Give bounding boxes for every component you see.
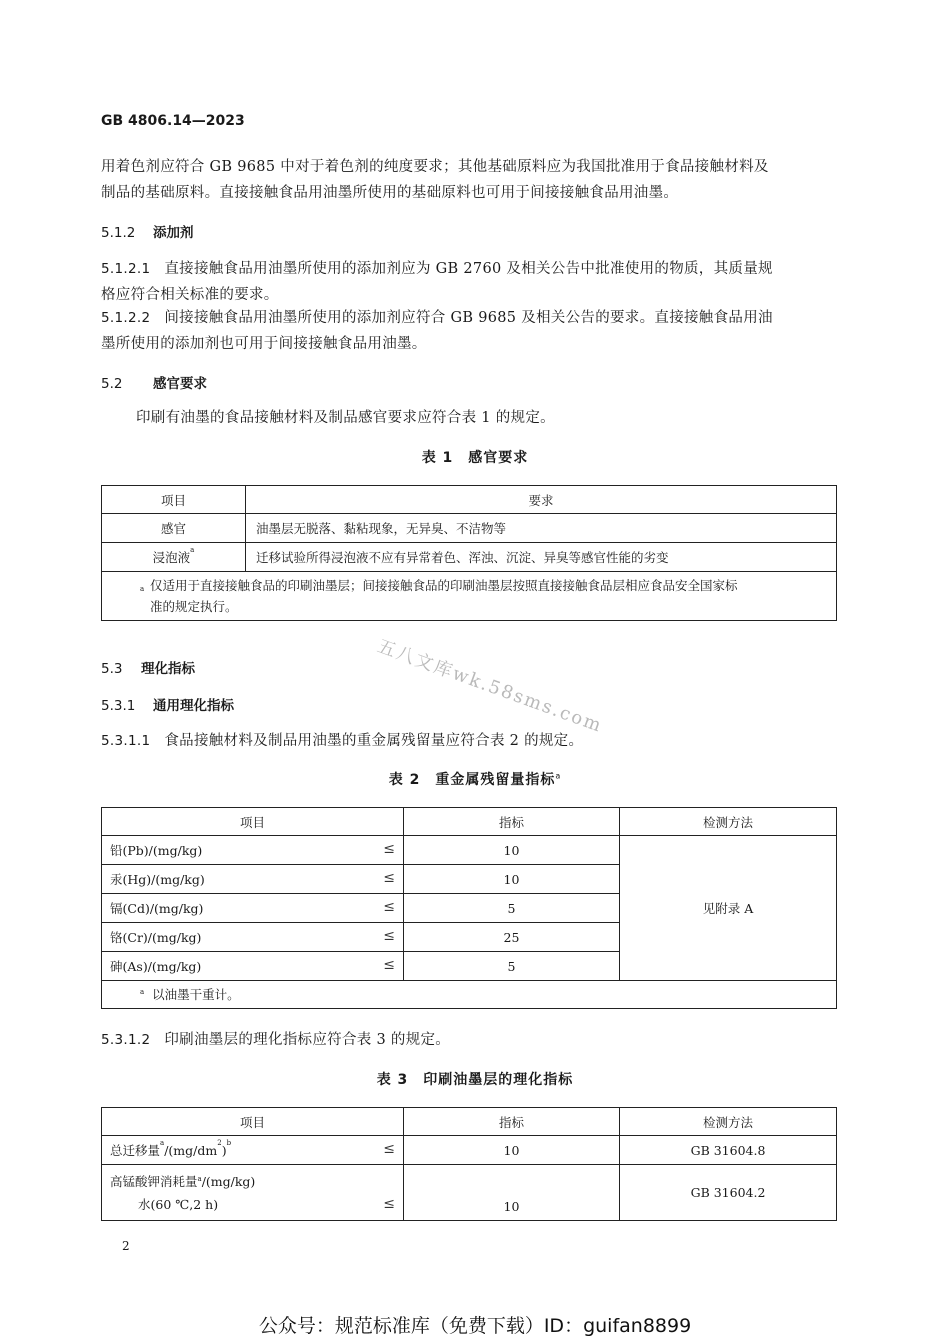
row-method: GB 31604.8 (620, 1136, 837, 1165)
row-method: 见附录 A (620, 836, 837, 981)
row-item: 高锰酸钾消耗量$^a$/(mg/kg) 水(60 ℃,2 h) ≤ (102, 1165, 404, 1221)
section-5-3-1-heading (101, 694, 234, 714)
clause-line-1 (101, 305, 773, 331)
clause-line-1 (101, 256, 773, 282)
table-header-method: 检测方法 (620, 1108, 837, 1136)
clause-number: 5.3.1.1 (101, 733, 151, 749)
table-1-caption: 表 1 感官要求 (421, 450, 529, 466)
table-3 (101, 1107, 837, 1221)
intro-line-1: 用着色剂应符合 GB 9685 中对于着色剂的纯度要求；其他基础原料应为我国批准用于食品接触材料及 (101, 159, 769, 175)
table-row (102, 514, 837, 543)
table-note (102, 572, 837, 621)
clause-text: 食品接触材料及制品用油墨的重金属残留量应符合表 2 的规定。 (164, 733, 584, 749)
note-line-1: 仅适用于直接接触食品的印刷油墨层；间接接触食品的印刷油墨层按照直接接触食品层相应食品安全国家标 (150, 578, 738, 593)
section-5-2-text: 印刷有油墨的食品接触材料及制品感官要求应符合表 1 的规定。 (136, 410, 555, 426)
row-requirement: 油墨层无脱落、黏粘现象，无异臭、不洁物等 (246, 514, 837, 543)
section-number: 5.3 (101, 661, 123, 677)
table-2 (101, 807, 837, 1009)
table-header-item: 项目 (102, 1108, 404, 1136)
watermark: 五八文库wk.58sms.com (374, 635, 606, 737)
clause-line-2: 墨所使用的添加剂也可用于间接接触食品用油墨。 (101, 336, 427, 352)
section-title: 感官要求 (153, 376, 207, 392)
clause-5-3-1-2 (101, 1027, 450, 1053)
table-header-item: 项目 (102, 486, 246, 514)
row-value: 10 (404, 865, 620, 894)
section-5-2-heading (101, 372, 207, 392)
row-value: 10 (404, 836, 620, 865)
intro-line-2: 制品的基础原料。直接接触食品用油墨所使用的基础原料也可用于间接接触食品用油墨。 (101, 185, 679, 201)
clause-5-1-2-1 (101, 256, 773, 308)
footer-banner: 公众号：规范标准库（免费下载）ID：guifan8899 (258, 1315, 692, 1337)
document-header: GB 4806.14—2023 (101, 113, 245, 129)
table-header-method: 检测方法 (620, 808, 837, 836)
row-item: 总迁移量$^a/(mg/dm^2)^b$ ≤ (102, 1136, 404, 1165)
table-row (102, 1136, 837, 1165)
row-requirement: 迁移试验所得浸泡液不应有异常着色、浑浊、沉淀、异臭等感官性能的劣变 (246, 543, 837, 572)
row-value: 5 (404, 894, 620, 923)
row-item: 铅(Pb)/(mg/kg) ≤ (102, 836, 404, 865)
note-text: 以油墨干重计。 (152, 987, 240, 1002)
page-number: 2 (122, 1239, 130, 1253)
intro-paragraph (101, 154, 769, 206)
row-value: 25 (404, 923, 620, 952)
clause-number: 5.1.2.2 (101, 310, 151, 326)
clause-number: 5.3.1.2 (101, 1032, 151, 1048)
table-3-caption: 表 3 印刷油墨层的理化指标 (376, 1072, 574, 1088)
section-title: 通用理化指标 (153, 698, 234, 714)
table-note (102, 981, 837, 1009)
clause-5-3-1-1 (101, 728, 583, 754)
row-item: 浸泡液$^a$ (102, 543, 246, 572)
clause-text: 印刷油墨层的理化指标应符合表 3 的规定。 (164, 1032, 451, 1048)
clause-number: 5.1.2.1 (101, 261, 151, 277)
section-number: 5.3.1 (101, 698, 136, 714)
table-row (102, 1165, 837, 1221)
section-5-3-heading (101, 657, 195, 677)
row-item: 砷(As)/(mg/kg) ≤ (102, 952, 404, 981)
table-header-value: 指标 (404, 808, 620, 836)
table-2-caption: 表 2 重金属残留量指标$^a$ (388, 771, 562, 788)
row-method: GB 31604.2 (620, 1165, 837, 1221)
table-header-item: 项目 (102, 808, 404, 836)
row-item: 铬(Cr)/(mg/kg) ≤ (102, 923, 404, 952)
table-1 (101, 485, 837, 621)
clause-line-2: 格应符合相关标准的要求。 (101, 287, 279, 303)
note-mark: a (140, 988, 145, 996)
row-value: 10 (404, 1136, 620, 1165)
row-item: 感官 (102, 514, 246, 543)
section-number: 5.2 (101, 376, 123, 392)
row-item: 汞(Hg)/(mg/kg) ≤ (102, 865, 404, 894)
section-number: 5.1.2 (101, 225, 136, 241)
note-line-2: 准的规定执行。 (150, 599, 238, 614)
clause-text: 间接接触食品用油墨所使用的添加剂应符合 GB 9685 及相关公告的要求。直接接触食品用油 (164, 310, 773, 326)
clause-text: 直接接触食品用油墨所使用的添加剂应为 GB 2760 及相关公告中批准使用的物质，其质量规 (164, 261, 773, 277)
section-5-1-2-heading (101, 221, 194, 241)
note-mark: a (140, 585, 145, 593)
row-value: 5 (404, 952, 620, 981)
table-row (102, 543, 837, 572)
table-header-requirement: 要求 (246, 486, 837, 514)
clause-5-1-2-2 (101, 305, 773, 357)
table-row (102, 836, 837, 865)
table-header-value: 指标 (404, 1108, 620, 1136)
section-title: 理化指标 (141, 661, 195, 677)
row-item: 镉(Cd)/(mg/kg) ≤ (102, 894, 404, 923)
row-value: 10 (404, 1165, 620, 1221)
section-title: 添加剂 (153, 225, 194, 241)
